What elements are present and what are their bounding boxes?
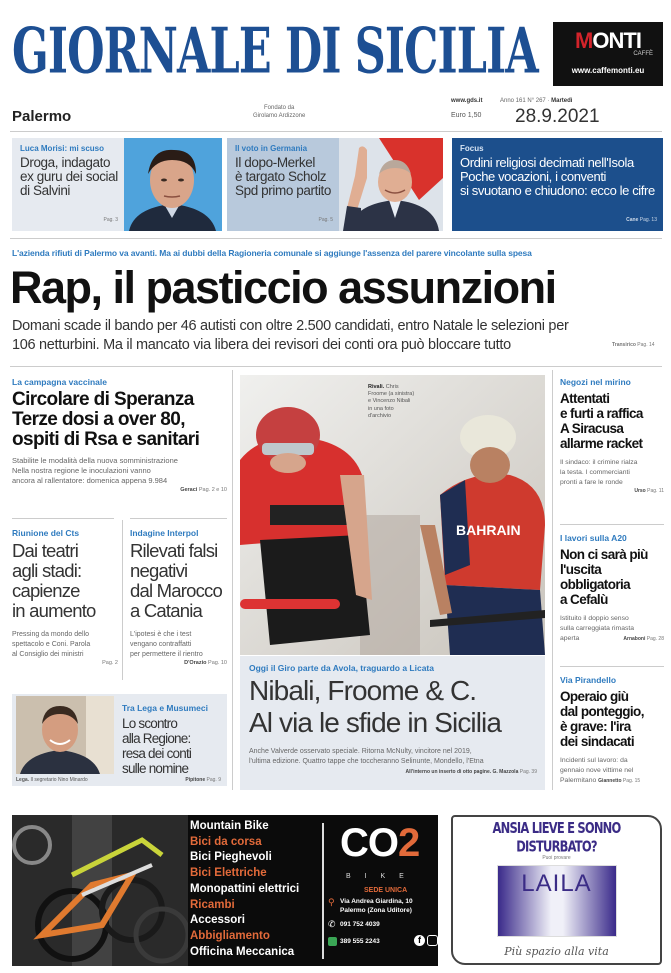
divider [12, 518, 114, 519]
laila-headline: ANSIA LIEVE E SONNO DISTURBATO? [492, 818, 621, 856]
byline: Pipitone Pag. 9 [185, 777, 221, 783]
founded-by: Fondato da Girolamo Ardizzone [253, 105, 306, 119]
issue-info: Anno 161 N° 267 · Martedì [500, 98, 573, 104]
issue-date: 28.9.2021 [515, 106, 600, 127]
divider [322, 823, 324, 959]
co2-bike-contacts[interactable] [320, 815, 438, 966]
article-cts[interactable]: Riunione del Cts Dai teatri agli stadi: capienze in aumento Pressing da mondo dello spettacolo e Coni. Parola al Consiglio dei ministri Pag. 2 [12, 528, 118, 666]
lead-divider [10, 366, 662, 367]
lead-byline: Transirico Pag. 14 [612, 342, 655, 348]
article-racket[interactable]: Negozi nel mirino Attentati e furti a raffica A Siracusa allarme racket Il sindaco: il crimine rialza la testa. I commercianti pronti a fare le ronde Urso Pag. 11 [560, 377, 664, 494]
laila-sub: Puoi provare [542, 855, 571, 861]
lead-headline[interactable]: Rap, il pasticcio assunzioni [10, 262, 556, 313]
masthead-divider [10, 131, 662, 132]
bike-product-list: Mountain Bike Bici da corsa Bici Pieghevoli Bici Elettriche Monopattini elettrici Ricambi Accessori Abbigliamento Officina Meccanica [190, 820, 300, 958]
monti-caffe-ad[interactable] [553, 22, 663, 86]
column-divider [552, 370, 553, 790]
monti-sub: CAFFÈ [633, 51, 653, 57]
edition-city: Palermo [12, 108, 72, 125]
co2-logo-sub: B I K E [346, 873, 410, 880]
monti-logo: MONTI [575, 28, 641, 53]
photo-nino-minardo [16, 696, 114, 774]
laila-package: LAILA [497, 865, 617, 937]
website-link[interactable]: www.gds.it [451, 98, 483, 104]
phone-number[interactable]: 091 752 4039 [340, 921, 380, 928]
article-interpol[interactable]: Indagine Interpol Rilevati falsi negativi dal Marocco a Catania L'ipotesi è che i test vengano contraffatti per permettere il rientro D'Orazio Pag. 10 [130, 528, 227, 666]
divider [560, 524, 664, 525]
teaser-germany[interactable]: Il voto in Germania Il dopo-Merkel è targato Scholz Spd primo partito Pag. 5 [227, 138, 339, 231]
teaser-morisi[interactable]: Luca Morisi: mi scuso Droga, indagato ex guru dei social di Salvini Pag. 3 [12, 138, 124, 231]
article-pirandello[interactable]: Via Pirandello Operaio giù dal ponteggio, è grave: l'ira dei sindacati Incidenti sul lavoro: da gennaio nove vittime nel Palermitano Giannetto Pag. 15 [560, 675, 644, 784]
instagram-icon[interactable] [427, 935, 438, 946]
teaser-focus[interactable]: Focus Ordini religiosi decimati nell'Isola Poche vocazioni, i conventi si svuotano e chiudono: ecco le cifre Cane Pag. 13 [452, 138, 663, 231]
whatsapp-number[interactable]: 389 555 2243 [340, 938, 380, 945]
svg-text:BAHRAIN: BAHRAIN [456, 522, 521, 538]
photo-caption: Rivali. Chris Froome (a sinistra) e Vincenzo Nibali in una foto d'archivio [368, 384, 415, 419]
laila-ad[interactable] [451, 815, 662, 965]
teaser-divider [10, 238, 662, 239]
photo-olaf-scholz [339, 138, 443, 231]
divider [130, 518, 227, 519]
location-pin-icon: ⚲ [328, 897, 335, 907]
lead-kicker: L'azienda rifiuti di Palermo va avanti. Ma ai dubbi della Ragioneria comunale si aggiunge l'assenza del parere vincolante sulla spesa [12, 248, 532, 258]
phone-icon: ✆ [328, 919, 336, 929]
sede-label: SEDE UNICA [364, 887, 408, 894]
article-a20[interactable]: I lavori sulla A20 Non ci sarà più l'uscita obbligatoria a Cefalù Istituito il doppio senso sulla carreggiata rimasta aperta Arnaboni Pag. 28 [560, 533, 664, 642]
laila-tagline: Più spazio alla vita [504, 945, 609, 958]
bikes-photo [12, 815, 188, 966]
article-vaccine[interactable]: La campagna vaccinale Circolare di Speranza Terze dosi a over 80, ospiti di Rsa e sanitari Stabilite le modalità della nuova somministrazione Nella nostra regione le inoculazioni vanno ancora al rallentatore: domenica appena 9.984 Geraci Pag. 2 e 10 [12, 377, 227, 493]
article-lega[interactable]: Tra Lega e Musumeci Lo scontro alla Regione: resa dei conti sulle nomine Lega. Il segretario Nino Minardo Pipitone Pag. 9 [12, 694, 227, 786]
address: Via Andrea Giardina, 10 Palermo (Zona Uditore) [340, 898, 413, 914]
price: Euro 1,50 [451, 112, 482, 119]
column-divider [122, 520, 123, 680]
column-divider [232, 370, 233, 790]
co2-logo: CO2 [340, 821, 420, 865]
newspaper-title: GIORNALE DI SICILIA [12, 13, 538, 88]
divider [560, 666, 664, 667]
lead-subhead: Domani scade il bando per 46 autisti con oltre 2.500 candidati, entro Natale le selezioni per 106 netturbini. Ma il mancato via libera dei revisori dei conti ora può bloccare tutto [12, 318, 569, 353]
facebook-icon[interactable]: f [414, 935, 425, 946]
photo-caption: Lega. Il segretario Nino Minardo [16, 777, 88, 783]
article-giro[interactable]: Oggi il Giro parte da Avola, traguardo a Licata Nibali, Froome & C. Al via le sfide in Sicilia Anche Valverde osservato speciale. Ritorna McNulty, vincitore nel 2019, l'ultima edizione. Quattro tappe che toccheranno Selinunte, Mondello, l'Etna All'interno un inserto di otto pagine. G. Mazzola Pag. 39 [240, 656, 545, 790]
monti-url: www.caffemonti.eu [571, 66, 645, 75]
co2-bike-ad[interactable] [12, 815, 337, 966]
photo-luca-morisi [124, 138, 222, 231]
whatsapp-icon [328, 937, 337, 946]
